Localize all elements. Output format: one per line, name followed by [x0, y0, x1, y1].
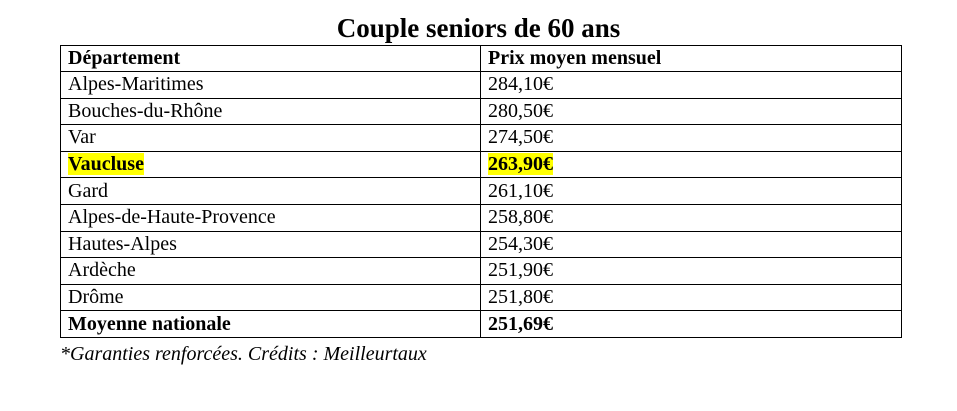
departement-cell [61, 151, 481, 178]
prix-cell [481, 258, 902, 285]
prix-cell [481, 311, 902, 338]
departement-label: Moyenne nationale [68, 312, 231, 335]
prix-cell [481, 204, 902, 231]
prix-value: 251,69€ [488, 312, 553, 335]
table-row [61, 258, 902, 285]
prix-value: 251,80€ [488, 286, 553, 309]
prix-value: 280,50€ [488, 99, 553, 122]
table-row [61, 231, 902, 258]
prix-value: 258,80€ [488, 206, 553, 229]
prix-value: 251,90€ [488, 259, 553, 282]
departement-label: Alpes-de-Haute-Provence [68, 206, 276, 229]
table-row [61, 72, 902, 99]
prix-value: 254,30€ [488, 232, 553, 255]
prix-value: 261,10€ [488, 179, 553, 202]
departement-label: Ardèche [68, 259, 136, 282]
prix-cell [481, 151, 902, 178]
departement-cell [61, 178, 481, 205]
table-row [61, 98, 902, 125]
table-row [61, 178, 902, 205]
prix-cell [481, 178, 902, 205]
departement-label: Var [68, 126, 96, 149]
table-row-national-average [61, 311, 902, 338]
departement-label: Drôme [68, 286, 124, 309]
page-title: Couple seniors de 60 ans [336, 13, 621, 43]
table-header-row [61, 46, 902, 72]
prix-value: 284,10€ [488, 73, 553, 96]
departement-cell [61, 204, 481, 231]
prix-value-highlighted: 263,90€ [488, 153, 553, 176]
departement-cell [61, 98, 481, 125]
departement-label: Hautes-Alpes [68, 232, 177, 255]
column-header-prix: Prix moyen mensuel [481, 46, 902, 72]
departement-cell [61, 231, 481, 258]
prix-cell [481, 72, 902, 99]
prix-cell [481, 231, 902, 258]
prix-cell [481, 125, 902, 152]
prix-cell [481, 98, 902, 125]
departement-cell [61, 311, 481, 338]
prix-value: 274,50€ [488, 126, 553, 149]
departement-label-highlighted: Vaucluse [68, 153, 144, 176]
departement-cell [61, 72, 481, 99]
departement-label: Bouches-du-Rhône [68, 99, 223, 122]
column-header-departement: Département [61, 46, 481, 72]
departement-cell [61, 258, 481, 285]
table-row [61, 204, 902, 231]
departement-label: Gard [68, 179, 108, 202]
price-table [60, 45, 902, 338]
table-row-highlighted [61, 151, 902, 178]
prix-cell [481, 284, 902, 311]
departement-label: Alpes-Maritimes [68, 73, 204, 96]
departement-cell [61, 284, 481, 311]
table-row [61, 284, 902, 311]
table-row [61, 125, 902, 152]
departement-cell [61, 125, 481, 152]
footnote-credits: *Garanties renforcées. Crédits : Meilleurtaux [60, 343, 427, 365]
